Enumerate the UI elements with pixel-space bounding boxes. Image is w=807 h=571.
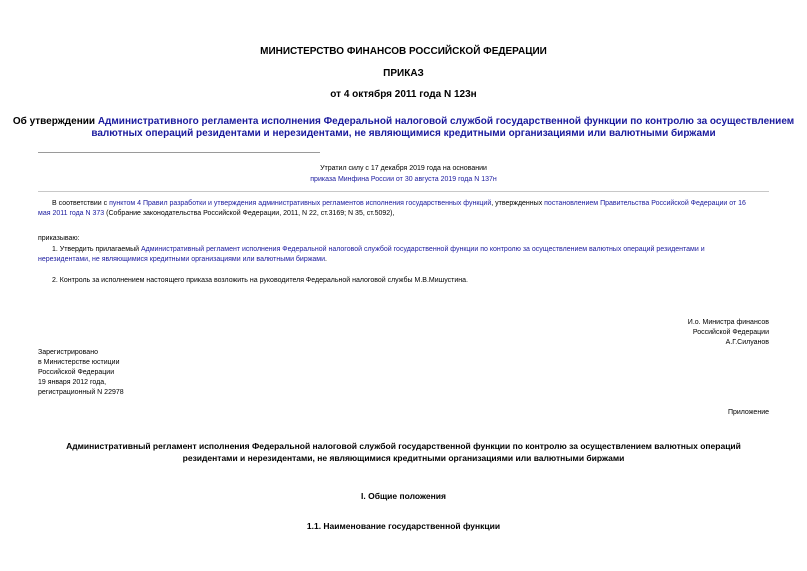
registration-line-5: регистрационный N 22978 xyxy=(38,389,124,396)
signature-block xyxy=(688,318,769,348)
doc-type-heading: ПРИКАЗ xyxy=(383,68,424,79)
document-title xyxy=(0,116,807,140)
preamble-link-rules[interactable]: пунктом 4 Правил разработки и утверждения административных регламентов исполнения государственных функций xyxy=(109,200,492,207)
item-1-text: 1. Утвердить прилагаемый xyxy=(52,246,141,253)
appendix-label: Приложение xyxy=(727,409,769,416)
preamble-link-decree-cont[interactable]: мая 2011 года N 373 xyxy=(38,210,105,217)
long-divider xyxy=(38,191,769,192)
title-link-regulation[interactable]: Административного регламента исполнения Федеральной налоговой службой государственной функции по контролю за осуществлением xyxy=(97,116,795,127)
doc-date-number: от 4 октября 2011 года N 123н xyxy=(330,89,477,100)
regulation-title xyxy=(0,440,807,464)
item-2-paragraph: 2. Контроль за исполнением настоящего приказа возложить на руководителя Федеральной налоговой службы М.В.Мишустина. xyxy=(52,277,468,284)
signature-line-1: И.о. Министра финансов xyxy=(687,319,769,326)
signature-line-3: А.Г.Силуанов xyxy=(725,339,769,346)
title-prefix: Об утверждении xyxy=(12,116,98,127)
registration-line-2: в Министерстве юстиции xyxy=(38,359,120,366)
subsection-1-heading: 1.1. Наименование государственной функции xyxy=(306,521,501,531)
preamble-text: В соответствии с xyxy=(52,200,110,207)
preamble-text: , утвержденных xyxy=(491,200,545,207)
item-1-paragraph xyxy=(38,245,768,265)
regulation-title-line-2: резидентами и нерезидентами, не являющимися кредитными организациями или валютными биржами xyxy=(182,453,625,463)
registration-block xyxy=(38,348,124,398)
item-1-link-regulation-cont[interactable]: нерезидентами, не являющимися кредитными организациями или валютными биржами xyxy=(38,256,326,263)
registration-line-3: Российской Федерации xyxy=(38,369,115,376)
preamble-link-decree[interactable]: постановлением Правительства Российской Федерации от 16 xyxy=(544,200,746,207)
status-line-1: Утратил силу с 17 декабря 2019 года на основании xyxy=(320,165,487,172)
signature-line-2: Российской Федерации xyxy=(692,329,769,336)
item-1-text: . xyxy=(325,256,327,263)
item-1-link-regulation[interactable]: Административный регламент исполнения Федеральной налоговой службой государственной функции по контролю за осуществлением валютных операций резидентами и xyxy=(140,246,705,253)
registration-line-4: 19 января 2012 года, xyxy=(38,379,107,386)
preamble-paragraph xyxy=(38,199,768,219)
ministry-heading: МИНИСТЕРСТВО ФИНАНСОВ РОССИЙСКОЙ ФЕДЕРАЦИИ xyxy=(260,46,547,57)
order-word: приказываю: xyxy=(38,235,80,242)
title-link-regulation-cont[interactable]: валютных операций резидентами и нерезидентами, не являющимися кредитными организациями или валютными биржами xyxy=(91,128,716,139)
short-divider xyxy=(38,152,320,153)
regulation-title-line-1: Административный регламент исполнения Федеральной налоговой службой государственной функции по контролю за осуществлением валютных операций xyxy=(66,441,741,451)
section-1-heading: I. Общие положения xyxy=(361,491,446,501)
preamble-text: (Собрание законодательства Российской Федерации, 2011, N 22, ст.3169; N 35, ст.5092), xyxy=(104,210,395,217)
status-link-order[interactable]: приказа Минфина России от 30 августа 2019 года N 137н xyxy=(310,176,497,183)
registration-line-1: Зарегистрировано xyxy=(38,349,98,356)
